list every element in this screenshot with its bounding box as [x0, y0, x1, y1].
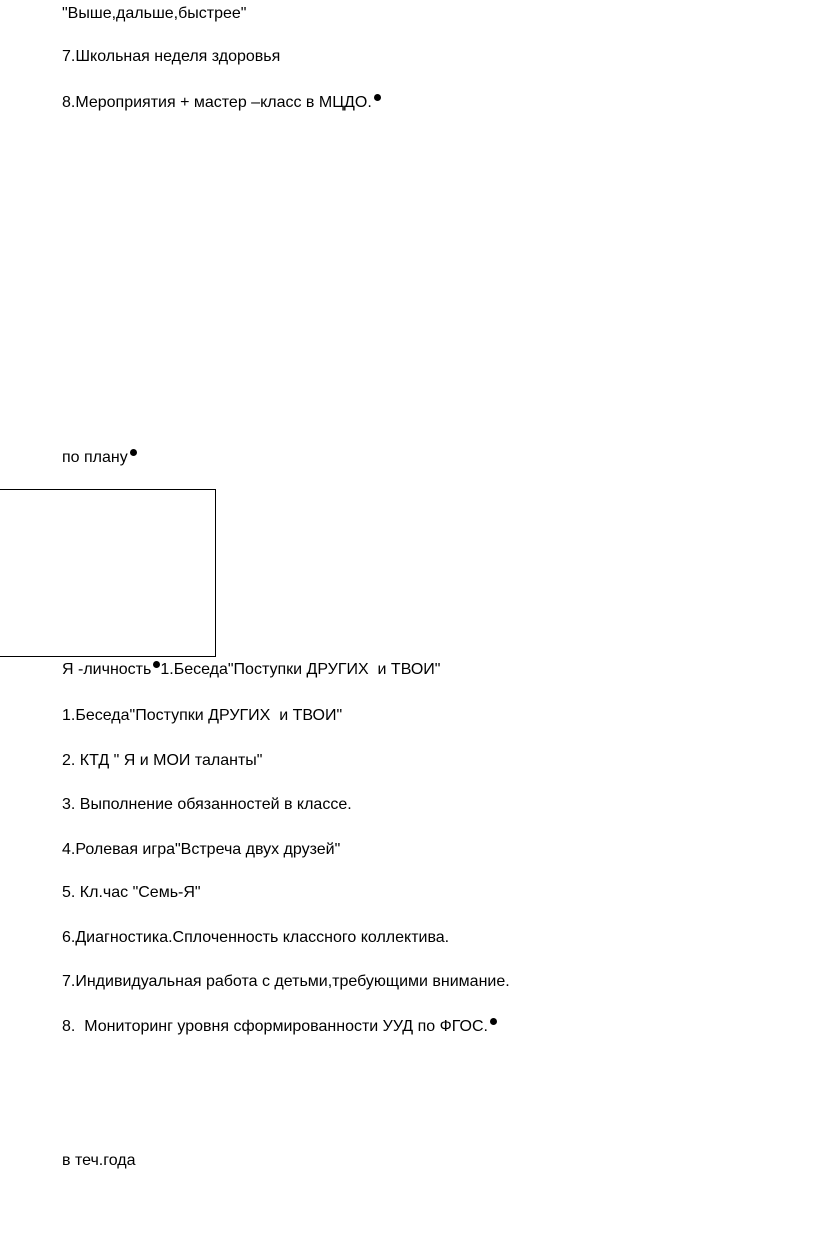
list-item-5: 5. Кл.час "Семь-Я"	[62, 884, 201, 901]
list-item-8	[62, 1017, 497, 1037]
text-line-3-text: 8.Мероприятия + мастер –класс в МЦДО.	[62, 94, 372, 111]
list-item-4: 4.Ролевая игра"Встреча двух друзей"	[62, 841, 341, 858]
list-item-1: 1.Беседа"Поступки ДРУГИХ и ТВОИ"	[62, 707, 343, 724]
section-heading	[62, 660, 440, 680]
list-item-6: 6.Диагностика.Сплоченность классного коллектива.	[62, 929, 450, 946]
empty-frame	[0, 489, 216, 657]
text-line-1: "Выше,дальше,быстрее"	[62, 5, 247, 22]
section-heading-part2: 1.Беседа"Поступки ДРУГИХ и ТВОИ"	[160, 661, 441, 678]
bullet-icon	[374, 94, 381, 101]
list-item-3: 3. Выполнение обязанностей в классе.	[62, 796, 352, 813]
list-item-2: 2. КТД " Я и МОИ таланты"	[62, 752, 263, 769]
text-line-3	[62, 93, 381, 113]
section-heading-part1: Я -личность	[62, 661, 152, 678]
list-item-7: 7.Индивидуальная работа с детьми,требующими внимание.	[62, 973, 510, 990]
footer-note: в теч.года	[62, 1152, 136, 1169]
bullet-icon	[490, 1018, 497, 1025]
text-line-2: 7.Школьная неделя здоровья	[62, 48, 281, 65]
list-item-8-text: 8. Мониторинг уровня сформированности УУД по ФГОС.	[62, 1018, 488, 1035]
bullet-icon	[130, 449, 137, 456]
plan-note	[62, 448, 137, 468]
plan-note-text: по плану	[62, 449, 128, 466]
